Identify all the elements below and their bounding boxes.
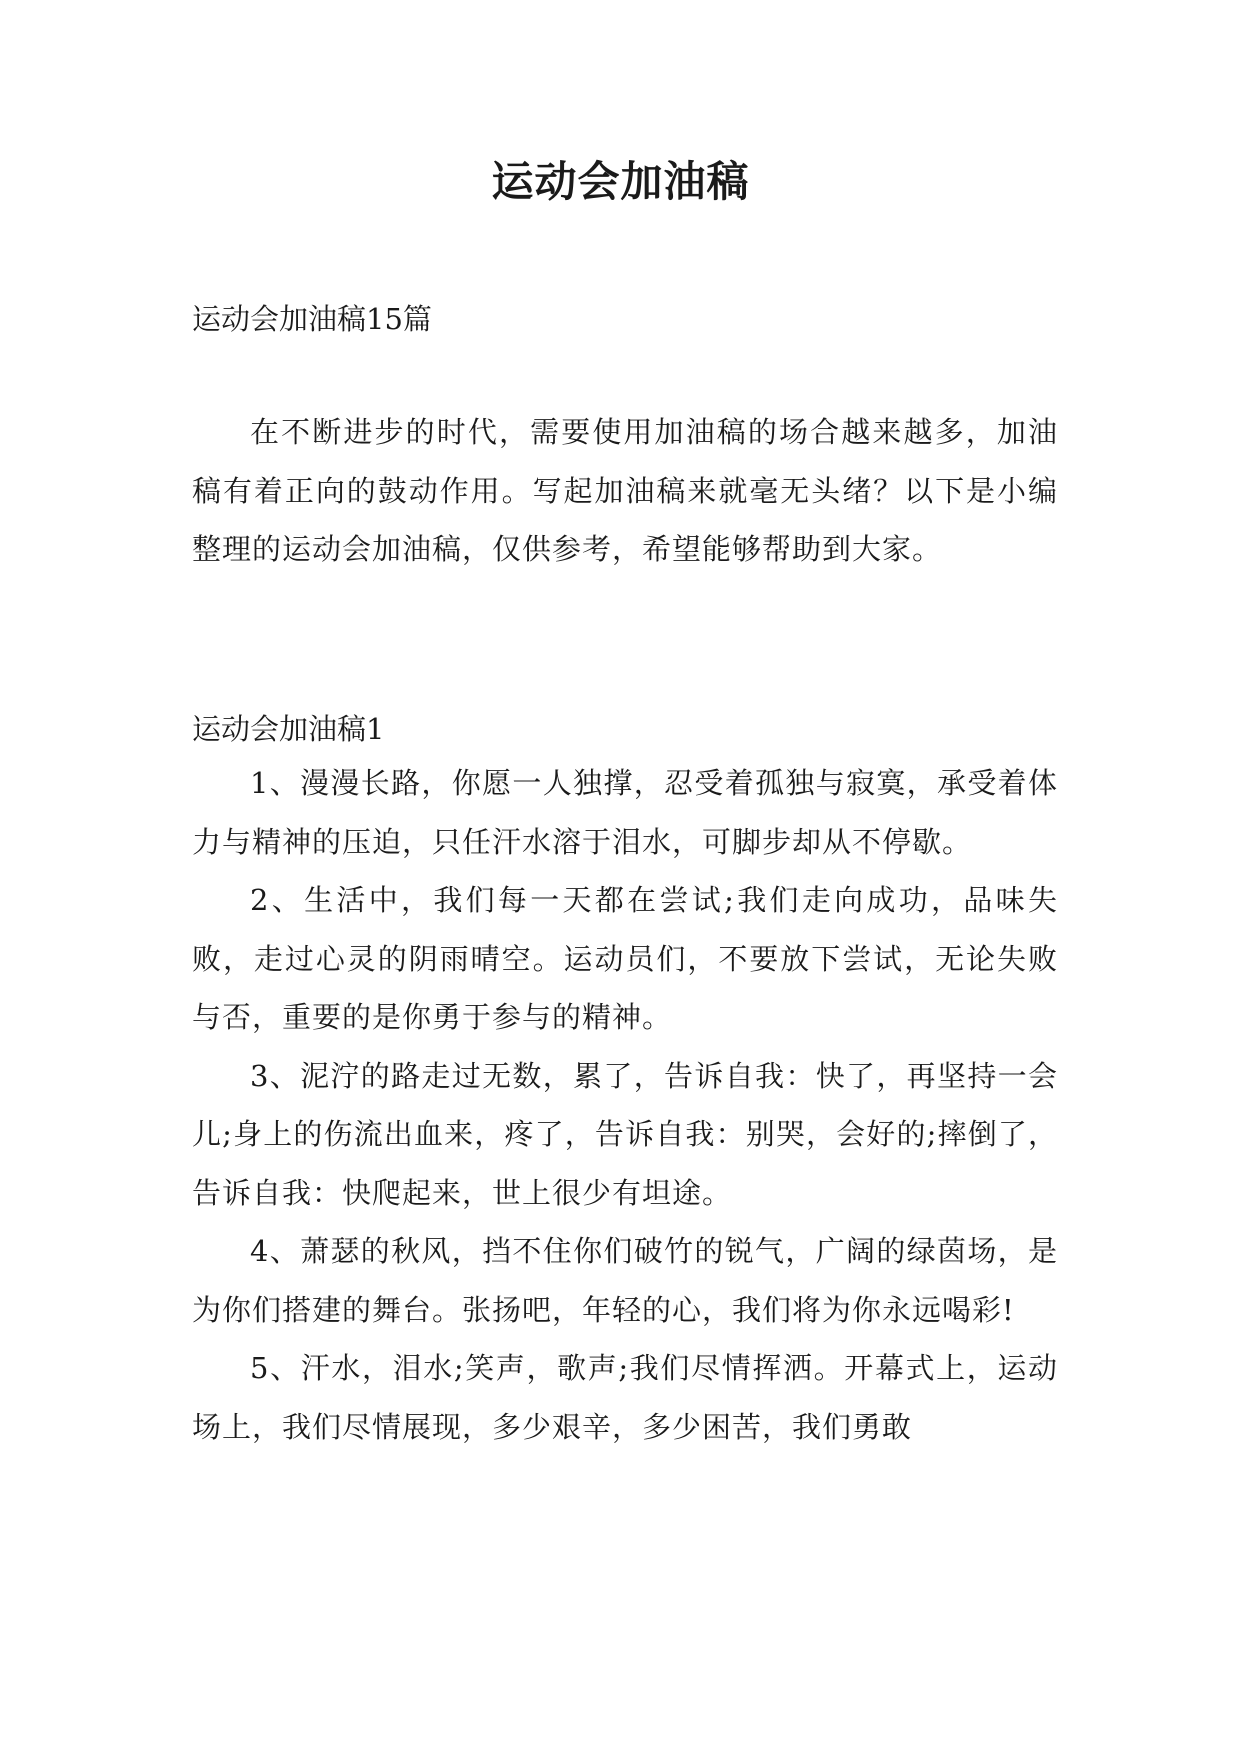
document-subtitle: 运动会加油稿15篇 (192, 302, 432, 336)
list-item: 3、泥泞的路走过无数，累了，告诉自我：快了，再坚持一会儿;身上的伤流出血来，疼了，告诉自我：别哭，会好的;摔倒了，告诉自我：快爬起来，世上很少有坦途。 (192, 1058, 1058, 1210)
cheer-items-list (192, 754, 1058, 1456)
list-item: 4、萧瑟的秋风，挡不住你们破竹的锐气，广阔的绿茵场，是为你们搭建的舞台。张扬吧，年轻的心，我们将为你永远喝彩! (192, 1234, 1058, 1327)
list-item: 1、漫漫长路，你愿一人独撑，忍受着孤独与寂寞，承受着体力与精神的压迫，只任汗水溶于泪水，可脚步却从不停歇。 (192, 766, 1058, 859)
intro-paragraph: 在不断进步的时代，需要使用加油稿的场合越来越多，加油稿有着正向的鼓动作用。写起加油稿来就毫无头绪？以下是小编整理的运动会加油稿，仅供参考，希望能够帮助到大家。 (192, 415, 1058, 566)
section-heading: 运动会加油稿1 (192, 712, 385, 746)
list-item: 5、汗水，泪水;笑声，歌声;我们尽情挥洒。开幕式上，运动场上，我们尽情展现，多少艰辛，多少困苦，我们勇敢 (192, 1351, 1058, 1444)
document-title: 运动会加油稿 (491, 157, 750, 206)
list-item: 2、生活中，我们每一天都在尝试;我们走向成功，品味失败，走过心灵的阴雨晴空。运动员们，不要放下尝试，无论失败与否，重要的是你勇于参与的精神。 (192, 883, 1058, 1034)
